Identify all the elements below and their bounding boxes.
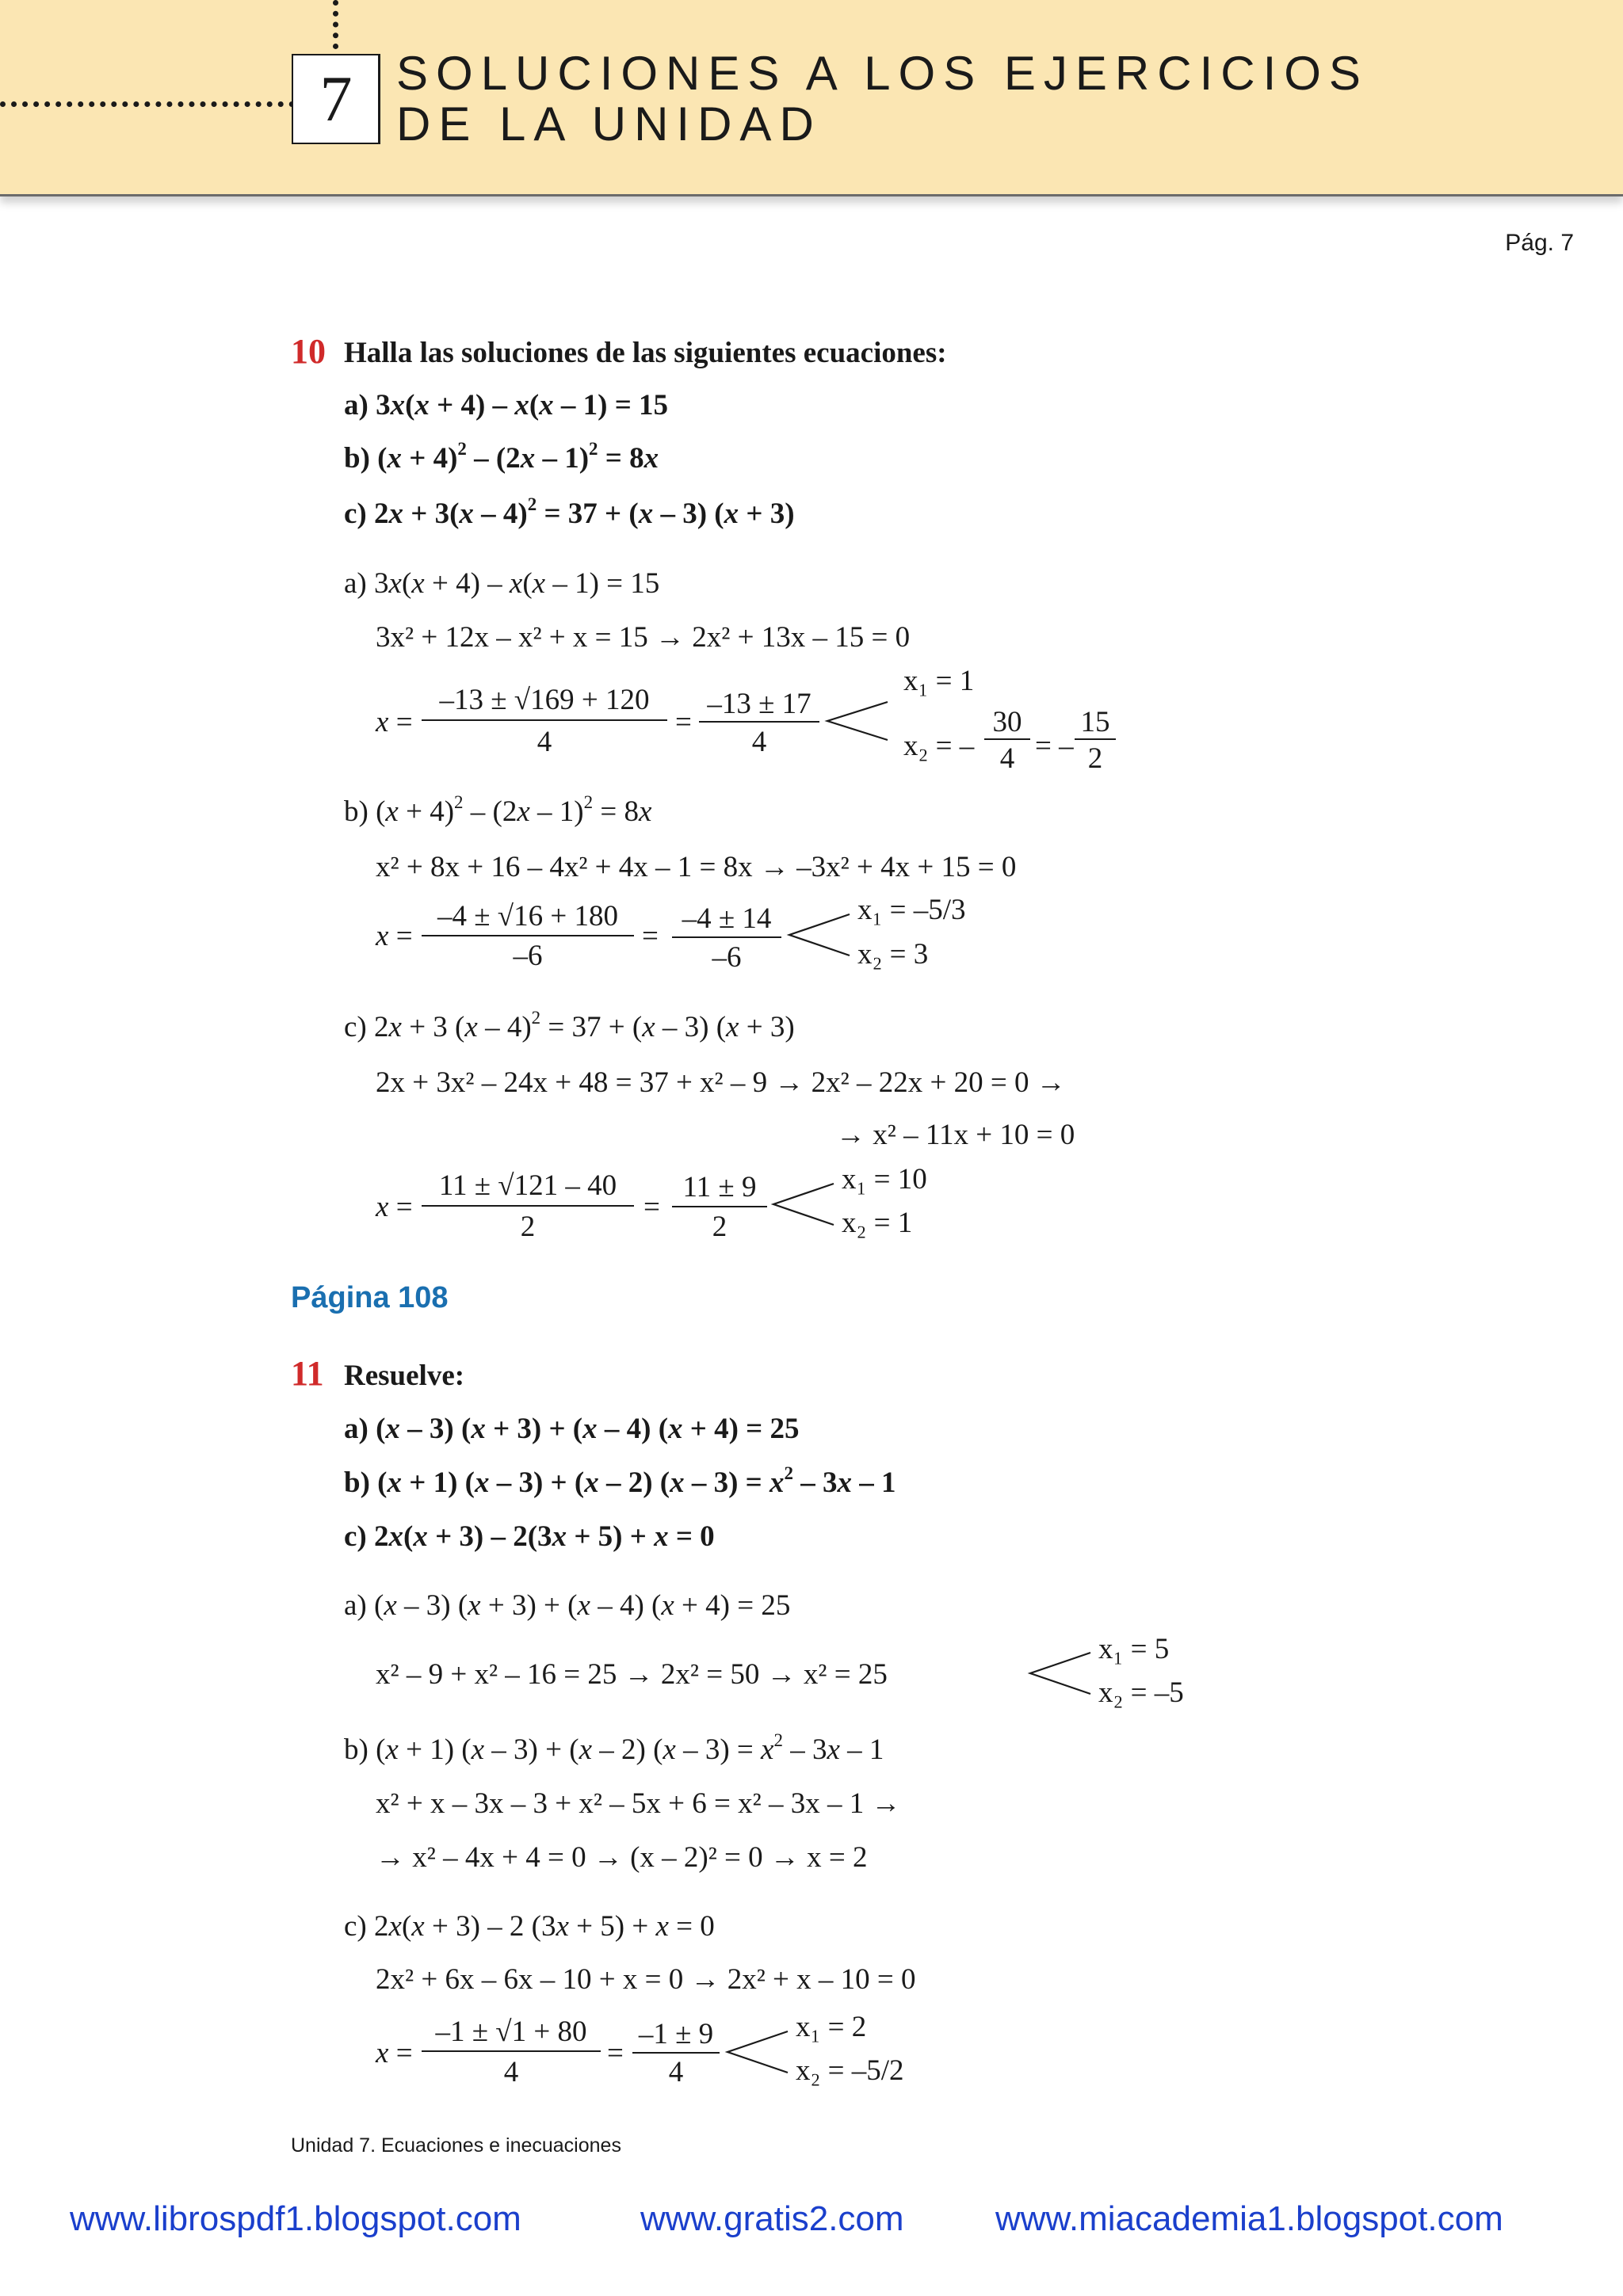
ex10-sol-b-x-eq: x = [376,920,413,952]
ex10-sol-a-den2: 4 [751,726,767,758]
ex11-sol-b-statement: b) (x + 1) (x – 3) + (x – 2) $(x - 3) = x^2 - 3x - 1$ [344,1730,884,1766]
equals-sign: = [607,2037,624,2069]
ex11-sol-c-x2: x₂ = –5/2 [796,2054,904,2087]
fraction-bar [672,936,781,938]
ex10-sol-c-line2: → x² – 11x + 10 = 0 [836,1119,1075,1151]
unit-number: 7 [292,54,380,144]
ex11-sol-b-line1: x² + x – 3x – 3 + x² – 5x + 6 = x² – 3x – 1 → [376,1787,901,1820]
ex10-sol-b-num1: –4 ± √16 + 180 [437,900,618,933]
ex10-item-a: a) 3x(x + 4) – x(x – 1) = 15 [344,389,669,421]
ex10-sol-c-den1: 2 [520,1211,536,1243]
ex10-sol-a-x2-den1: 4 [999,742,1015,775]
ex11-sol-c-line1: 2x² + 6x – 6x – 10 + x = 0 → 2x² + x – 10 = 0 [376,1963,916,1996]
fraction-bar [422,2050,601,2052]
page-title-line2: DE LA UNIDAD [396,97,822,151]
footer-link-miacademia1[interactable]: www.miacademia1.blogspot.com [995,2199,1503,2238]
footer-unit-label: Unidad 7. Ecuaciones e inecuaciones [291,2134,621,2157]
ex11-sol-c-den2: 4 [668,2056,684,2088]
ex10-sol-c-x2: x₂ = 1 [842,1207,913,1239]
ex10-sol-a-line1: 3x² + 12x – x² + x = 15 → 2x² + 13x – 15 = 0 [376,621,911,654]
fraction-bar [984,738,1030,740]
page-number: Pág. 7 [1505,230,1574,256]
fraction-bar [422,1205,634,1207]
ex11-sol-c-statement: c) 2x(x + 3) – 2 (3x + 5) + x = 0 [344,1910,715,1943]
ex11-sol-c-x-eq: x = [376,2037,413,2069]
ex10-sol-b-line1: x² + 8x + 16 – 4x² + 4x – 1 = 8x → –3x² + 4x + 15 = 0 [376,851,1017,883]
ex10-sol-a-x-eq: x = [376,706,413,738]
ex10-sol-a-x2-num1: 30 [992,706,1022,738]
ex10-sol-a-x2-num2: 15 [1080,706,1110,738]
footer-link-gratis2[interactable]: www.gratis2.com [640,2199,904,2238]
ex10-sol-b-den1: –6 [513,940,543,972]
exercise-number-11: 11 [291,1354,324,1393]
ex10-item-b: b) $(x + 4)^2 - (2x - 1)^2 = 8x$ [344,438,659,475]
ex10-sol-c-line1: 2x + 3x² – 24x + 48 = 37 + x² – 9 → 2x² – 22x + 20 = 0 → [376,1066,1066,1099]
ex10-sol-b-num2: –4 ± 14 [682,902,772,935]
fraction-bar [699,721,819,723]
ex10-sol-b-statement: b) $(x + 4)^2 - (2x - 1)^2 = 8x$ [344,791,652,828]
ex10-sol-a-x1: x₁ = 1 [903,665,975,697]
ex11-sol-a-x2: x₂ = –5 [1098,1676,1184,1709]
fraction-bar [422,935,634,936]
equals-sign: = [642,920,659,952]
ex11-sol-c-x1: x₁ = 2 [796,2011,867,2043]
ex10-sol-a-num1: –13 ± √169 + 120 [439,684,650,716]
ex10-sol-a-statement: a) 3x(x + 4) – x(x – 1) = 15 [344,567,660,600]
ex10-sol-c-num2: 11 ± 9 [682,1171,757,1203]
footer-link-librospdf1[interactable]: www.librospdf1.blogspot.com [70,2199,521,2238]
ex10-sol-c-x1: x₁ = 10 [842,1163,927,1196]
ex11-item-b: b) (x + 1) (x – 3) + (x – 2) $(x - 3) = x^2 - 3x - 1$ [344,1463,896,1499]
dotted-rule-horizontal [0,101,295,107]
branch-icon [788,911,851,959]
ex11-sol-b-line2: → x² – 4x + 4 = 0 → (x – 2)² = 0 → x = 2 [376,1841,868,1874]
branch-icon [1029,1650,1092,1697]
ex11-item-c: c) 2x(x + 3) – 2(3x + 5) + x = 0 [344,1520,715,1553]
exercise-number-10: 10 [291,332,326,371]
ex10-sol-a-x2-den2: 2 [1087,742,1103,775]
exercise-statement-11: Resuelve: [344,1360,465,1392]
ex11-sol-a-line1: x² – 9 + x² – 16 = 25 → 2x² = 50 → x² = 25 [376,1658,888,1691]
branch-icon [726,2028,789,2076]
branch-icon [772,1180,835,1228]
ex11-sol-c-num1: –1 ± √1 + 80 [435,2016,587,2048]
ex10-sol-a-num2: –13 ± 17 [707,688,812,720]
section-heading-page-108: Página 108 [291,1281,449,1314]
ex10-sol-a-den1: 4 [537,726,552,758]
ex10-sol-c-statement: c) 2x + 3 (x – 4)$^2$ = 37 + (x – 3) (x + 3) [344,1007,795,1043]
ex10-sol-c-num1: 11 ± √121 – 40 [438,1169,617,1202]
ex11-sol-c-den1: 4 [503,2056,519,2088]
ex10-sol-c-den2: 2 [712,1211,727,1243]
title-divider [378,54,380,144]
fraction-bar [632,2052,720,2054]
ex11-item-a: a) (x – 3) (x + 3) + (x – 4) (x + 4) = 25 [344,1413,800,1445]
ex10-sol-b-den2: –6 [712,941,742,974]
ex10-item-c: c) 2x + 3(x – 4)$^2$ = 37 + (x – 3) (x + 3) [344,494,795,530]
ex11-sol-a-statement: a) (x – 3) (x + 3) + (x – 4) (x + 4) = 25 [344,1589,791,1622]
branch-icon [826,697,889,745]
ex10-sol-b-x1: x₁ = –5/3 [857,894,966,926]
fraction-bar [422,719,667,721]
equals-sign: = [643,1191,660,1223]
fraction-bar [672,1206,767,1207]
equals-minus: = – [1035,730,1074,762]
fraction-bar [1075,738,1116,740]
exercise-statement-10: Halla las soluciones de las siguientes ecuaciones: [344,337,947,369]
ex11-sol-c-num2: –1 ± 9 [638,2018,714,2050]
ex10-sol-c-x-eq: x = [376,1191,413,1223]
dotted-rule-vertical [333,0,338,49]
ex10-sol-b-x2: x₂ = 3 [857,938,929,971]
equals-sign: = [675,706,692,738]
ex11-sol-a-x1: x₁ = 5 [1098,1633,1170,1665]
ex10-sol-a-x2: x₂ = – [903,730,975,762]
page-title-line1: SOLUCIONES A LOS EJERCICIOS [396,47,1369,100]
